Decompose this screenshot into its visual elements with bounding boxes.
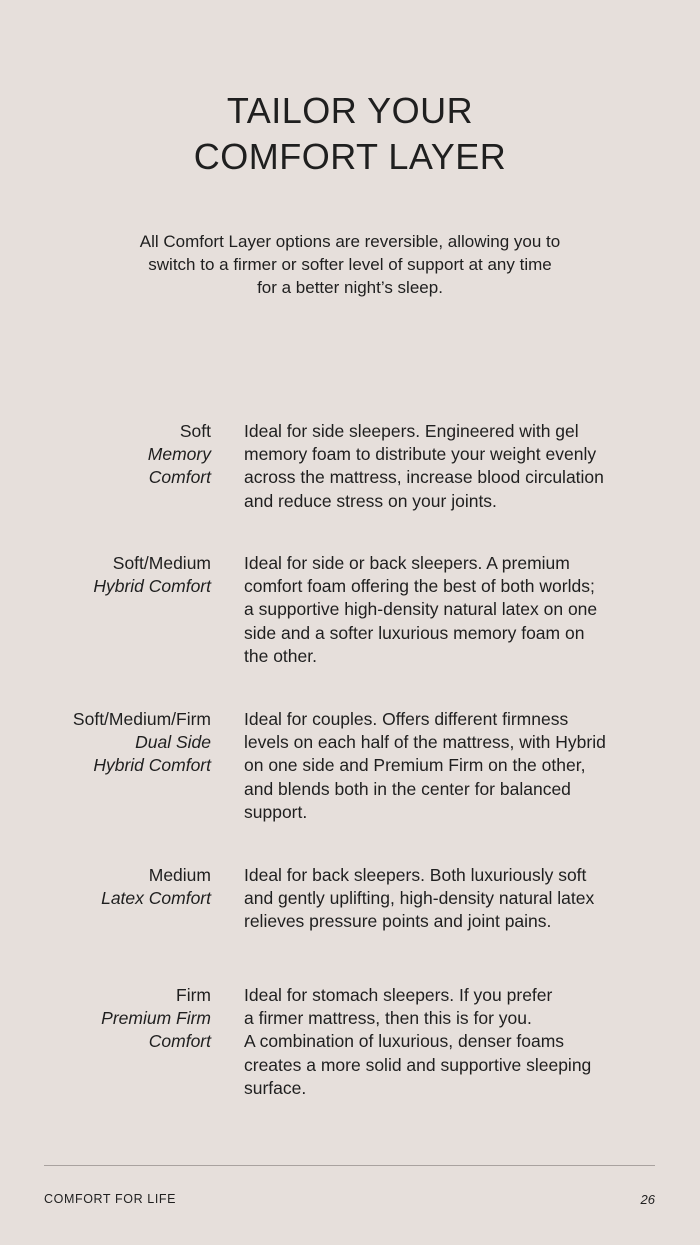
- description-line: surface.: [244, 1077, 307, 1098]
- firmness-label: Medium: [148, 865, 211, 885]
- firmness-label: Firm: [176, 985, 211, 1005]
- footer-divider: [44, 1165, 655, 1166]
- description-line: a firmer mattress, then this is for you.: [244, 1008, 532, 1029]
- comfort-name: Comfort: [148, 467, 211, 488]
- description-line: a supportive high-density natural latex on one: [244, 599, 598, 620]
- page-title-line-2: COMFORT LAYER: [193, 136, 507, 177]
- firmness-label: Soft/Medium/Firm: [72, 709, 211, 729]
- option-heading: [20, 864, 211, 910]
- description-line: relieves pressure points and joint pains.: [244, 911, 552, 932]
- comfort-name: Premium Firm: [101, 1008, 211, 1029]
- intro-line-3: for a better night’s sleep.: [257, 278, 443, 297]
- page-number: 26: [640, 1192, 655, 1207]
- description-line: comfort foam offering the best of both worlds;: [244, 576, 595, 597]
- firmness-label: Soft/Medium: [112, 553, 211, 573]
- option-description: [244, 420, 664, 513]
- comfort-name: Comfort: [148, 1031, 211, 1052]
- option-heading: [20, 420, 211, 490]
- option-description: [244, 984, 664, 1100]
- option-description: [244, 552, 664, 668]
- option-description: [244, 864, 664, 934]
- page-title-line-1: TAILOR YOUR: [226, 90, 474, 131]
- description-line: A combination of luxurious, denser foams: [244, 1031, 565, 1052]
- firmness-label: Soft: [179, 421, 211, 441]
- intro-paragraph: [115, 230, 585, 299]
- description-line: Ideal for side sleepers. Engineered with gel: [244, 421, 579, 441]
- intro-line-2: switch to a firmer or softer level of support at any time: [148, 255, 552, 274]
- comfort-name: Hybrid Comfort: [93, 755, 211, 776]
- description-line: and blends both in the center for balanced: [244, 778, 571, 799]
- description-line: side and a softer luxurious memory foam on: [244, 622, 585, 643]
- option-heading: [20, 984, 211, 1054]
- intro-line-1: All Comfort Layer options are reversible, allowing you to: [139, 232, 561, 251]
- description-line: Ideal for couples. Offers different firmness: [244, 709, 569, 729]
- description-line: levels on each half of the mattress, with Hybrid: [244, 732, 606, 753]
- page-title: [0, 88, 700, 180]
- option-description: [244, 708, 664, 824]
- description-line: support.: [244, 801, 308, 822]
- comfort-name: Dual Side: [135, 732, 211, 753]
- description-line: Ideal for back sleepers. Both luxuriously soft: [244, 865, 587, 885]
- description-line: and reduce stress on your joints.: [244, 490, 497, 511]
- description-line: across the mattress, increase blood circulation: [244, 467, 604, 488]
- description-line: creates a more solid and supportive sleeping: [244, 1054, 592, 1075]
- option-heading: [20, 552, 211, 598]
- comfort-name: Latex Comfort: [101, 888, 211, 909]
- description-line: the other.: [244, 645, 317, 666]
- description-line: Ideal for side or back sleepers. A premium: [244, 553, 570, 573]
- description-line: Ideal for stomach sleepers. If you prefer: [244, 985, 553, 1005]
- description-line: on one side and Premium Firm on the other,: [244, 755, 586, 776]
- comfort-name: Hybrid Comfort: [93, 576, 211, 597]
- description-line: and gently uplifting, high-density natural latex: [244, 888, 595, 909]
- footer-brand: COMFORT FOR LIFE: [44, 1192, 177, 1206]
- option-heading: [20, 708, 211, 778]
- comfort-name: Memory: [147, 444, 211, 465]
- description-line: memory foam to distribute your weight evenly: [244, 444, 597, 465]
